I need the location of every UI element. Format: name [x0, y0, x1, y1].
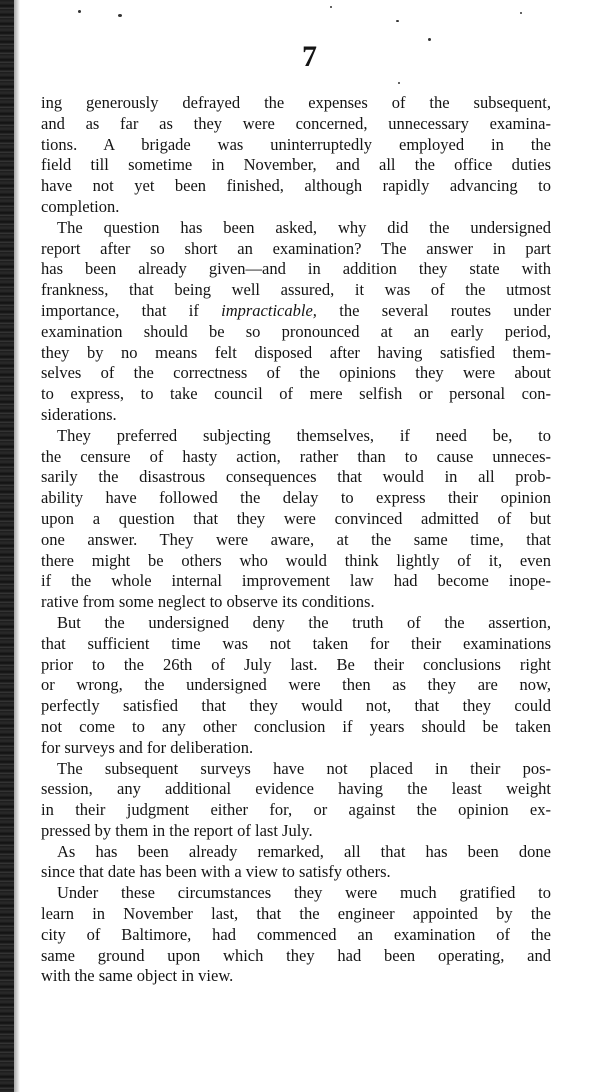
text-line: examination should be so pronounced at an early period,	[41, 321, 551, 341]
text-line: or wrong, the undersigned were then as they are now,	[41, 675, 551, 695]
text-line: rative from some neglect to observe its conditions.	[41, 592, 375, 612]
text-line: siderations.	[41, 404, 117, 424]
text-line: As has been already remarked, all that has been done	[57, 841, 551, 861]
paragraph	[41, 613, 551, 759]
paper-speck	[396, 20, 399, 22]
paragraph	[41, 883, 551, 987]
text-line: city of Baltimore, had commenced an examination of the	[41, 924, 551, 944]
text-line: completion.	[41, 196, 120, 216]
scan-binding-edge	[0, 0, 14, 1092]
paper-speck	[330, 6, 332, 8]
text-line: if the whole internal improvement law had become inope-	[41, 571, 551, 591]
paragraph	[41, 218, 551, 426]
text-line: since that date has been with a view to satisfy others.	[41, 862, 391, 882]
paragraph	[41, 426, 551, 613]
text-line: ability have followed the delay to express their opinion	[41, 488, 551, 508]
text-line: not come to any other conclusion if years should be taken	[41, 716, 551, 736]
page-number: 7	[302, 40, 318, 73]
body-text	[41, 93, 551, 987]
text-line: prior to the 26th of July last. Be their conclusions right	[41, 654, 551, 674]
text-line: have not yet been finished, although rapidly advancing to	[41, 176, 551, 196]
text-line: that sufficient time was not taken for their examinations	[41, 633, 551, 653]
text-line: tions. A brigade was uninterruptedly employed in the	[41, 134, 551, 154]
text-segment: the several routes under	[339, 300, 551, 320]
text-segment: importance, that if	[41, 300, 199, 320]
paragraph	[41, 93, 551, 218]
paper-speck	[398, 82, 400, 84]
text-line: Under these circumstances they were much gratified to	[57, 883, 551, 903]
text-line: for surveys and for deliberation.	[41, 737, 254, 757]
text-line: pressed by them in the report of last July.	[41, 820, 313, 840]
paper-speck	[78, 10, 81, 13]
text-line: has been already given—and in addition they state with	[41, 259, 551, 279]
text-line: same ground upon which they had been operating, and	[41, 945, 551, 965]
text-line: sarily the disastrous consequences that would in all prob-	[41, 467, 551, 487]
text-line: The question has been asked, why did the undersigned	[57, 217, 551, 237]
paragraph	[41, 759, 551, 842]
text-line: perfectly satisfied that they would not, that they could	[41, 696, 551, 716]
text-line: The subsequent surveys have not placed in their pos-	[57, 758, 551, 778]
text-line: field till sometime in November, and all the office duties	[41, 155, 551, 175]
text-line: They preferred subjecting themselves, if need be, to	[57, 425, 551, 445]
text-line: in their judgment either for, or against the opinion ex-	[41, 800, 551, 820]
scan-edge-shadow	[14, 0, 20, 1092]
text-line: report after so short an examination? The answer in part	[41, 238, 551, 258]
text-line: one answer. They were aware, at the same time, that	[41, 529, 551, 549]
text-line: the censure of hasty action, rather than to cause unneces-	[41, 446, 551, 466]
text-line: there might be others who would think lightly of it, even	[41, 550, 551, 570]
paragraph	[41, 842, 551, 884]
paper-speck	[520, 12, 522, 14]
text-line: selves of the correctness of the opinions they were about	[41, 363, 551, 383]
text-line	[41, 301, 551, 322]
text-line: frankness, that being well assured, it was of the utmost	[41, 280, 551, 300]
text-line: learn in November last, that the engineer appointed by the	[41, 904, 551, 924]
text-line: session, any additional evidence having the least weight	[41, 779, 551, 799]
text-line: with the same object in view.	[41, 966, 234, 986]
text-line: and as far as they were concerned, unnecessary examina-	[41, 113, 551, 133]
text-line: But the undersigned deny the truth of the assertion,	[57, 612, 551, 632]
text-line: to express, to take council of mere selfish or personal con-	[41, 384, 551, 404]
italic-word: impracticable,	[221, 300, 317, 320]
paper-speck	[118, 14, 122, 17]
text-line: they by no means felt disposed after having satisfied them-	[41, 342, 551, 362]
text-line: ing generously defrayed the expenses of the subsequent,	[41, 93, 551, 112]
text-line: upon a question that they were convinced admitted of but	[41, 508, 551, 528]
